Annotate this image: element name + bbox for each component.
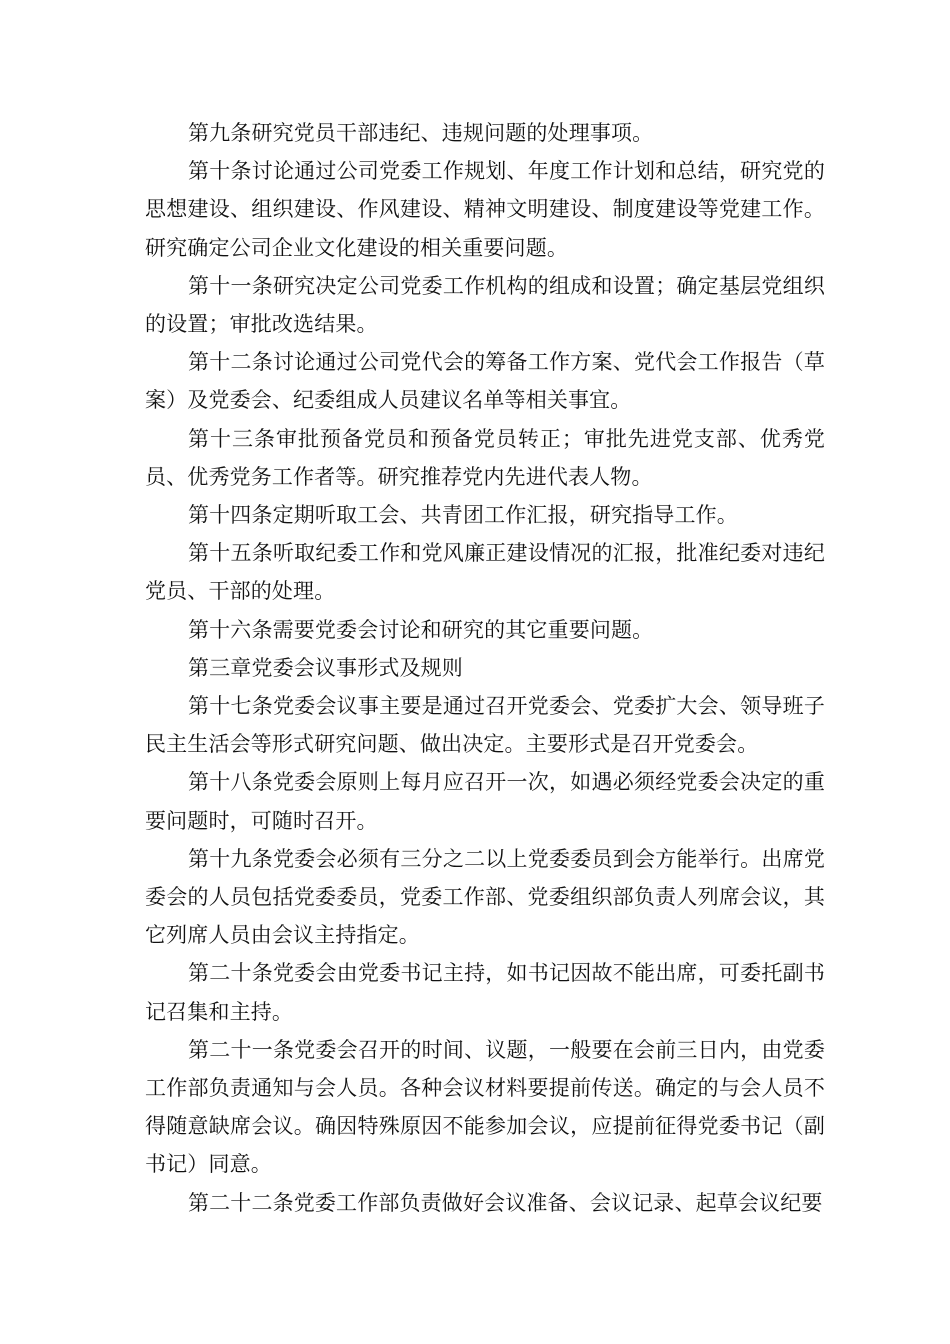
paragraph-article-14: 第十四条定期听取工会、共青团工作汇报，研究指导工作。 <box>188 503 738 528</box>
paragraph-article-22: 第二十二条党委工作部负责做好会议准备、会议记录、起草会议纪要 <box>188 1190 823 1215</box>
paragraph-article-9: 第九条研究党员干部违纪、违规问题的处理事项。 <box>188 121 654 145</box>
chapter-heading-3: 第三章党委会议事形式及规则 <box>188 655 463 680</box>
paragraph-article-10: 第十条讨论通过公司党委工作规划、年度工作计划和总结，研究党的思想建设、组织建设、作风建设、精神文明建设、制度建设等党建工作。研究确定公司企业文化建设的相关重要问题。 <box>145 159 825 260</box>
paragraph-article-16: 第十六条需要党委会讨论和研究的其它重要问题。 <box>188 617 654 642</box>
paragraph-article-17: 第十七条党委会议事主要是通过召开党委会、党委扩大会、领导班子民主生活会等形式研究问题、做出决定。主要形式是召开党委会。 <box>145 694 825 757</box>
paragraph-article-20: 第二十条党委会由党委书记主持，如书记因故不能出席，可委托副书记召集和主持。 <box>145 961 825 1024</box>
document-body <box>145 114 825 1222</box>
paragraph-article-12: 第十二条讨论通过公司党代会的筹备工作方案、党代会工作报告（草案）及党委会、纪委组成人员建议名单等相关事宜。 <box>145 350 825 413</box>
paragraph-article-18: 第十八条党委会原则上每月应召开一次，如遇必须经党委会决定的重要问题时，可随时召开。 <box>145 770 825 833</box>
paragraph-article-21: 第二十一条党委会召开的时间、议题，一般要在会前三日内，由党委工作部负责通知与会人员。各种会议材料要提前传送。确定的与会人员不得随意缺席会议。确因特殊原因不能参加会议，应提前征得党委书记（副书记）同意。 <box>145 1037 825 1177</box>
paragraph-article-19: 第十九条党委会必须有三分之二以上党委委员到会方能举行。出席党委会的人员包括党委委员，党委工作部、党委组织部负责人列席会议，其它列席人员由会议主持指定。 <box>145 846 825 948</box>
paragraph-article-11: 第十一条研究决定公司党委工作机构的组成和设置；确定基层党组织的设置；审批改选结果。 <box>145 273 825 337</box>
paragraph-article-13: 第十三条审批预备党员和预备党员转正；审批先进党支部、优秀党员、优秀党务工作者等。研究推荐党内先进代表人物。 <box>145 426 825 489</box>
paragraph-article-15: 第十五条听取纪委工作和党风廉正建设情况的汇报，批准纪委对违纪党员、干部的处理。 <box>145 541 825 604</box>
